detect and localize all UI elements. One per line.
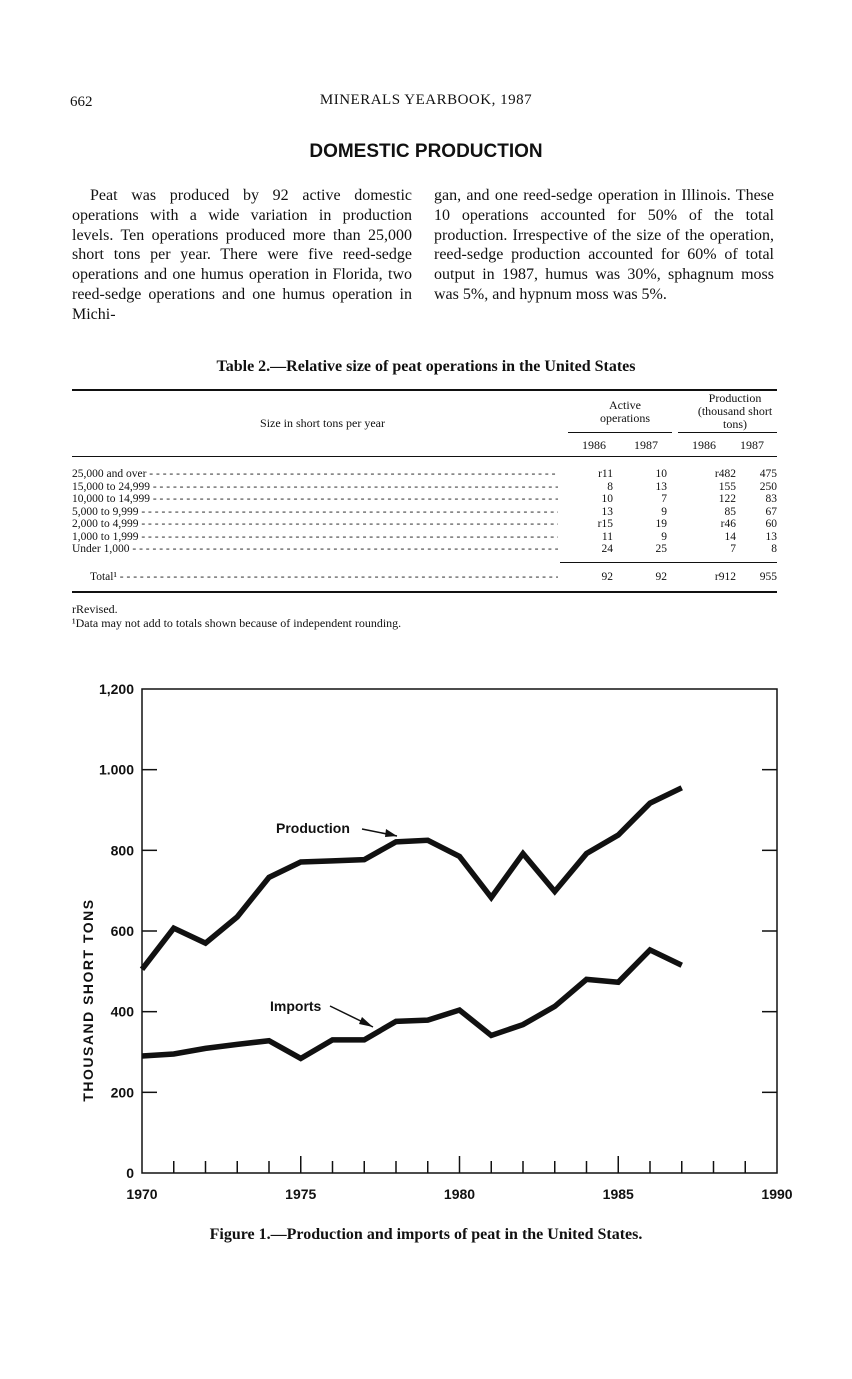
table-top-rule [72, 389, 777, 391]
x-tick-label: 1975 [285, 1186, 317, 1202]
y-tick-label: 600 [110, 923, 134, 939]
table-row-label: 1,000 to 1,999 - - - [72, 531, 558, 543]
y-tick-label: 800 [110, 842, 134, 859]
series-lines [142, 788, 682, 1059]
table-cell: 8 [771, 543, 777, 555]
table-cell: 10 [601, 493, 613, 505]
table-cell: 24 [601, 543, 613, 555]
table-cell: r46 [720, 518, 736, 530]
table-row-label: 2,000 to 4,999 - - - [72, 518, 558, 530]
figure-caption: Figure 1.—Production and imports of peat in the United States. [209, 1226, 643, 1243]
body-text-left-column: Peat was produced by 92 active domestic operations with a wide variation in production levels. Ten operations produced more than 25,000 short tons per year. There were five reed-sedge operations and one humus operation in Florida, two reed-sedge operations and one humus operation in Michi- [72, 187, 412, 323]
table-row-label: Under 1,000 - - - [72, 543, 558, 555]
table-cell: 60 [765, 518, 777, 530]
table-cell: 9 [661, 505, 667, 518]
table-cell: 14 [724, 530, 736, 543]
table-cell: 13 [601, 505, 613, 518]
table-cell: 7 [661, 493, 667, 505]
table-cell: 10 [655, 468, 667, 480]
y-tick-label: 0 [126, 1165, 134, 1181]
stub-header: Size in short tons per year [260, 416, 385, 430]
table-cell: 67 [765, 505, 777, 518]
table-cell: r482 [714, 468, 736, 480]
year-header: 1987 [740, 438, 764, 452]
table-cell: 250 [759, 480, 777, 493]
running-head: MINERALS YEARBOOK, 1987 [319, 92, 533, 108]
annotation-imports: Imports [270, 998, 322, 1014]
table-row-label: 5,000 to 9,999 - - - [72, 506, 558, 518]
x-tick-label: 1990 [761, 1186, 793, 1202]
year-header: 1987 [634, 438, 658, 452]
table-cell: 13 [655, 480, 667, 493]
imports-arrowhead [359, 1017, 373, 1027]
x-tick-label: 1970 [126, 1186, 158, 1202]
total-cell: 92 [655, 571, 667, 583]
plot-frame [142, 689, 777, 1173]
table-bottom-rule [72, 591, 777, 593]
group-rule-active [568, 432, 672, 433]
annotation-production: Production [276, 820, 350, 836]
series-line-imports [142, 950, 682, 1058]
table-cell: 85 [724, 505, 736, 518]
table-row-label: 15,000 to 24,999 - - - [72, 481, 558, 493]
group-header-production: Production (thousand short tons) [697, 391, 773, 431]
footnote-revised: rRevised. [72, 602, 118, 616]
y-tick-label: 200 [110, 1084, 134, 1101]
table-cell: r15 [597, 518, 613, 530]
total-row-label: Total¹ - - - [90, 571, 558, 583]
production-arrowhead [385, 829, 397, 837]
year-header: 1986 [582, 438, 606, 452]
year-header: 1986 [692, 438, 716, 452]
table-cell: 11 [601, 530, 613, 543]
table-cell: 7 [730, 543, 736, 555]
y-axis-label: THOUSAND SHORT TONS [80, 898, 96, 1102]
table-cell: 19 [655, 518, 667, 530]
table-cell: 83 [765, 493, 777, 505]
table-cell: 9 [661, 530, 667, 543]
table-cell: 8 [607, 480, 613, 493]
section-title: DOMESTIC PRODUCTION [309, 141, 543, 162]
group-header-active-operations: Active operations [600, 398, 650, 425]
y-tick-label: 1.000 [98, 761, 134, 778]
y-tick-label: 1,200 [98, 681, 134, 697]
table-cell: 25 [655, 543, 667, 555]
table-cell: 13 [765, 530, 777, 543]
total-rule [560, 562, 777, 563]
group-rule-production [678, 432, 777, 433]
table-cell: 155 [718, 480, 736, 493]
page-number: 662 [70, 94, 93, 110]
x-tick-label: 1980 [443, 1186, 476, 1202]
table-row-label: 10,000 to 14,999 - - - [72, 493, 558, 505]
header-bottom-rule [72, 456, 777, 457]
y-tick-label: 400 [110, 1003, 134, 1020]
total-cell: r912 [714, 571, 736, 583]
body-text-right-column: gan, and one reed-sedge operation in Illinois. These 10 operations accounted for 50% of the total production. Irrespective of the size of the operation, reed-sedge production accounted for 60% of total output in 1987, humus was 30%, sphagnum moss was 5%, and hypnum moss was 5%. [434, 187, 774, 303]
x-tick-label: 1985 [602, 1186, 634, 1202]
table-cell: 475 [759, 468, 777, 480]
total-cell: 955 [759, 571, 777, 583]
table-row-label: 25,000 and over - - - [72, 468, 558, 480]
table-caption: Table 2.—Relative size of peat operations in the United States [216, 358, 636, 375]
table-cell: 122 [718, 493, 736, 505]
table-cell: r11 [598, 468, 613, 480]
production-imports-chart [0, 670, 852, 1210]
total-cell: 92 [601, 571, 613, 583]
series-line-production [142, 788, 682, 970]
footnote-rounding: ¹Data may not add to totals shown because of independent rounding. [72, 616, 402, 630]
